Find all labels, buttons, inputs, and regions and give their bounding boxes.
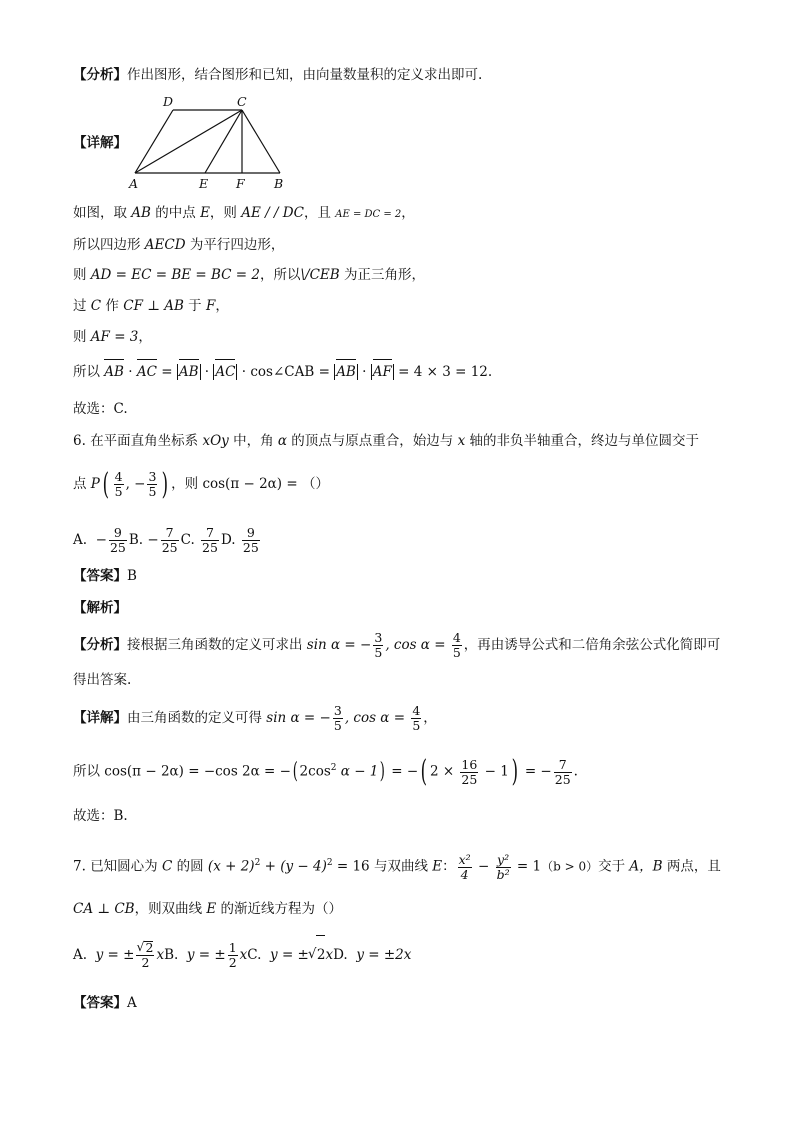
text: 由三角函数的定义可得 bbox=[127, 710, 267, 726]
option-c-label: C. bbox=[247, 947, 262, 963]
math: cos(π − 2α) = −cos 2α = − bbox=[104, 763, 291, 780]
text: 故选：C. bbox=[73, 401, 128, 417]
q6-jiexi bbox=[73, 598, 127, 618]
analysis-tag: 【分析】 bbox=[73, 67, 127, 83]
fraction bbox=[496, 853, 511, 882]
text: ，则 bbox=[209, 205, 242, 221]
denominator: 4 bbox=[460, 866, 469, 882]
text: 得出答案. bbox=[73, 672, 132, 688]
math: cos(π − 2α) = bbox=[202, 476, 302, 492]
math: = 1 bbox=[512, 858, 542, 875]
q5-detail-tag-line bbox=[73, 133, 127, 153]
text: 的中点 bbox=[150, 205, 201, 221]
detail-tag: 【详解】 bbox=[73, 135, 127, 151]
exponent: 2 bbox=[326, 858, 333, 868]
option-a-fraction bbox=[136, 941, 154, 970]
denominator: 5 bbox=[412, 718, 421, 733]
label-c: C bbox=[237, 94, 247, 109]
q6-analysis-1 bbox=[73, 625, 720, 665]
q6-conclusion bbox=[73, 806, 128, 826]
label-b: B bbox=[274, 176, 284, 191]
numerator: 9 bbox=[109, 526, 127, 541]
numerator: 1 bbox=[228, 940, 237, 955]
condition: （b > 0） bbox=[541, 859, 599, 874]
math: y = ± bbox=[270, 947, 309, 963]
answer-value: B bbox=[127, 568, 137, 584]
math: CF ⊥ AB bbox=[123, 298, 184, 314]
math: E bbox=[432, 858, 443, 875]
option-b-label: B. bbox=[128, 532, 144, 548]
q6-analysis-2 bbox=[73, 670, 131, 690]
text: ，再由诱导公式和二倍角余弦公式化简即可 bbox=[463, 637, 721, 653]
text: 接根据三角函数的定义可求出 bbox=[127, 637, 307, 653]
text: ，且 bbox=[303, 205, 336, 221]
text: 所以 bbox=[73, 763, 105, 780]
text: 两点，且 bbox=[662, 858, 721, 875]
q7-answer bbox=[73, 993, 137, 1013]
math: AB bbox=[131, 205, 151, 221]
math: A，B bbox=[629, 858, 663, 875]
math: − 1 bbox=[480, 763, 509, 780]
math: \/CEB bbox=[300, 267, 340, 283]
exponent: 2 bbox=[254, 858, 261, 868]
math: sin α = − bbox=[306, 637, 372, 653]
option-a-fraction bbox=[109, 526, 127, 555]
numerator: 7 bbox=[161, 526, 179, 541]
text: 所以四边形 bbox=[73, 237, 145, 253]
math: 2 × bbox=[429, 763, 459, 780]
math: α bbox=[277, 433, 288, 449]
trapezoid-figure bbox=[125, 92, 295, 192]
denominator: 5 bbox=[452, 645, 461, 660]
denominator: 5 bbox=[148, 484, 157, 499]
label-e: E bbox=[199, 176, 209, 191]
numerator: 4 bbox=[452, 630, 461, 645]
label-a: A bbox=[129, 176, 139, 191]
denominator: b² bbox=[496, 866, 510, 882]
fraction bbox=[452, 631, 462, 660]
answer-tag: 【答案】 bbox=[73, 995, 127, 1011]
q7-options bbox=[73, 935, 411, 975]
text: . bbox=[573, 763, 578, 780]
text: ： bbox=[442, 858, 456, 875]
option-d-label: D. bbox=[333, 947, 348, 963]
q7-stem-2 bbox=[73, 899, 342, 919]
text: 则 bbox=[73, 329, 91, 345]
math: = 4 × 3 = 12 bbox=[393, 364, 488, 380]
text: 中，角 bbox=[228, 433, 278, 449]
text: 的顶点与原点重合，始边与 bbox=[287, 433, 458, 449]
denominator: 25 bbox=[461, 771, 478, 787]
option-d-fraction bbox=[242, 526, 260, 555]
denominator: 2 bbox=[141, 955, 150, 970]
numerator: 4 bbox=[412, 703, 421, 718]
q7-stem-1 bbox=[73, 843, 721, 887]
numerator: 7 bbox=[554, 758, 572, 773]
text: ， bbox=[138, 329, 152, 345]
math: sin α = − bbox=[266, 710, 331, 726]
math: + (y − 4) bbox=[260, 858, 327, 875]
text: 的渐近线方程为（） bbox=[216, 901, 343, 917]
math: x bbox=[325, 947, 334, 963]
option-b-fraction bbox=[161, 526, 179, 555]
vector-af: AF bbox=[372, 364, 392, 380]
q6-options bbox=[73, 520, 262, 560]
text: 过 bbox=[73, 298, 91, 314]
q5-step-5 bbox=[73, 327, 152, 347]
text: 于 bbox=[183, 298, 206, 314]
math: F bbox=[205, 298, 216, 314]
option-b-label: B. bbox=[164, 947, 179, 963]
text: 为平行四边形， bbox=[185, 237, 285, 253]
denominator: 25 bbox=[202, 540, 218, 555]
math: C bbox=[161, 858, 173, 875]
q5-step-6 bbox=[73, 362, 492, 382]
math: x bbox=[156, 947, 165, 963]
label-f: F bbox=[236, 176, 245, 191]
math: y = ±2x bbox=[356, 947, 412, 963]
q5-step-2 bbox=[73, 235, 284, 255]
denominator: 25 bbox=[161, 540, 178, 555]
question-number: 7. bbox=[73, 858, 86, 875]
math: , − bbox=[125, 476, 146, 492]
vector-ab: AB bbox=[104, 364, 124, 380]
denominator: 25 bbox=[242, 540, 259, 555]
math: = − bbox=[387, 763, 419, 780]
math: AECD bbox=[144, 237, 186, 253]
math: E bbox=[206, 901, 217, 917]
numerator: y² bbox=[497, 851, 510, 867]
numerator: 3 bbox=[148, 469, 157, 484]
q6-answer bbox=[73, 566, 137, 586]
fraction bbox=[411, 704, 421, 733]
denominator: 5 bbox=[114, 484, 123, 499]
answer-tag: 【答案】 bbox=[73, 568, 127, 584]
math: · bbox=[200, 364, 214, 380]
text: ，所以 bbox=[260, 267, 301, 283]
question-number: 6. bbox=[73, 433, 86, 449]
math: α − 1 bbox=[336, 763, 379, 780]
text: . bbox=[487, 364, 493, 380]
math: = 16 bbox=[332, 858, 370, 875]
radical: √ 2 bbox=[309, 935, 326, 975]
analysis-text: 作出图形，结合图形和已知，由向量数量积的定义求出即可. bbox=[127, 67, 483, 83]
math: · bbox=[357, 364, 371, 380]
math: AD = EC = BE = BC = 2 bbox=[90, 267, 260, 283]
vector-ac: AC bbox=[136, 364, 157, 380]
option-a-label: A. bbox=[73, 532, 88, 548]
denominator: 2 bbox=[228, 955, 237, 970]
text: 故选：B. bbox=[73, 808, 128, 824]
numerator: 16 bbox=[461, 756, 478, 772]
text: ， bbox=[423, 710, 437, 726]
math: , cos α = bbox=[385, 637, 450, 653]
fraction bbox=[333, 704, 343, 733]
math: AF = 3 bbox=[90, 329, 139, 345]
denominator: 25 bbox=[554, 771, 571, 787]
text: 轴的非负半轴重合，终边与单位圆交于 bbox=[465, 433, 700, 449]
math: CA ⊥ CB bbox=[73, 901, 135, 917]
option-d-label: D. bbox=[220, 532, 236, 548]
math: E bbox=[200, 205, 210, 221]
q5-analysis-line bbox=[73, 65, 482, 85]
text: ，则双曲线 bbox=[134, 901, 207, 917]
q5-step-3 bbox=[73, 265, 425, 285]
solution-tag: 【解析】 bbox=[73, 600, 127, 616]
radical: √ 2 bbox=[137, 941, 153, 955]
text: 为正三角形， bbox=[339, 267, 425, 283]
fraction bbox=[373, 631, 383, 660]
text: ，则 bbox=[171, 476, 203, 492]
math: AE = DC = 2 bbox=[335, 209, 402, 220]
analysis-tag: 【分析】 bbox=[73, 637, 127, 653]
text: ， bbox=[215, 298, 229, 314]
detail-tag: 【详解】 bbox=[73, 710, 127, 726]
math: = − bbox=[520, 763, 552, 780]
option-b-fraction bbox=[228, 941, 238, 970]
q5-step-1 bbox=[73, 203, 415, 225]
math: − bbox=[95, 532, 107, 548]
math: AE / / DC bbox=[241, 205, 304, 221]
label-d: D bbox=[163, 94, 174, 109]
fraction bbox=[114, 470, 124, 499]
option-a-label: A. bbox=[73, 947, 88, 963]
vector-ab: AB bbox=[336, 364, 356, 380]
text: 已知圆心为 bbox=[90, 858, 162, 875]
math: P bbox=[90, 476, 100, 492]
option-c-label: C. bbox=[180, 532, 195, 548]
text: （） bbox=[301, 476, 329, 492]
math: y = ± bbox=[186, 947, 226, 963]
q6-calc: 所以 cos(π − 2α) = −cos 2α = −( $2\cos^2$ α − 1) = −( 2 × $\frac{16}{25}$ − 1) = − $\frac{7}{25}$ . bbox=[73, 754, 578, 789]
q5-conclusion bbox=[73, 399, 128, 419]
q6-stem-2: 点 P( $\frac{4}{5}$ , − $\frac{3}{5}$ ) ，则 cos(π − 2α) = （） bbox=[73, 466, 329, 502]
text: 所以 bbox=[73, 364, 105, 380]
numerator: 4 bbox=[114, 469, 123, 484]
math: , cos α = bbox=[344, 710, 410, 726]
math: − bbox=[147, 532, 159, 548]
numerator: 3 bbox=[333, 703, 342, 718]
q6-detail bbox=[73, 698, 437, 738]
fraction bbox=[147, 470, 157, 499]
answer-value: A bbox=[127, 995, 137, 1011]
math: x bbox=[457, 433, 466, 449]
fraction bbox=[460, 758, 478, 787]
denominator: 25 bbox=[109, 540, 126, 555]
math: = bbox=[156, 364, 177, 380]
text: ， bbox=[401, 205, 415, 221]
text: 在平面直角坐标系 bbox=[90, 433, 203, 449]
math: · cos∠CAB = bbox=[237, 364, 335, 380]
q6-stem-1 bbox=[73, 431, 699, 451]
text: 则 bbox=[73, 267, 91, 283]
math: C bbox=[90, 298, 102, 314]
math: − bbox=[473, 858, 494, 875]
math: · bbox=[123, 364, 137, 380]
text: 交于 bbox=[598, 858, 630, 875]
q5-step-4 bbox=[73, 296, 229, 316]
denominator: 5 bbox=[333, 718, 342, 733]
vector-ab: AB bbox=[178, 364, 199, 380]
numerator: x² bbox=[458, 851, 471, 867]
denominator: 5 bbox=[374, 645, 383, 660]
numerator: 3 bbox=[374, 630, 383, 645]
text: 如图，取 bbox=[73, 205, 132, 221]
fraction bbox=[458, 853, 472, 882]
math: (x + 2) bbox=[207, 858, 255, 875]
numerator: 7 bbox=[201, 526, 219, 541]
text: 的圆 bbox=[172, 858, 208, 875]
vector-ac: AC bbox=[215, 364, 236, 380]
math: x bbox=[239, 947, 248, 963]
math: xOy bbox=[202, 433, 229, 449]
option-c-fraction bbox=[201, 526, 219, 555]
text: 与双曲线 bbox=[369, 858, 433, 875]
text: 点 bbox=[73, 476, 91, 492]
exponent: 2 bbox=[330, 763, 337, 773]
numerator: 9 bbox=[242, 526, 260, 541]
math: 2cos bbox=[299, 763, 331, 780]
math: y = ± bbox=[95, 947, 135, 963]
fraction bbox=[554, 758, 572, 787]
text: 作 bbox=[101, 298, 124, 314]
